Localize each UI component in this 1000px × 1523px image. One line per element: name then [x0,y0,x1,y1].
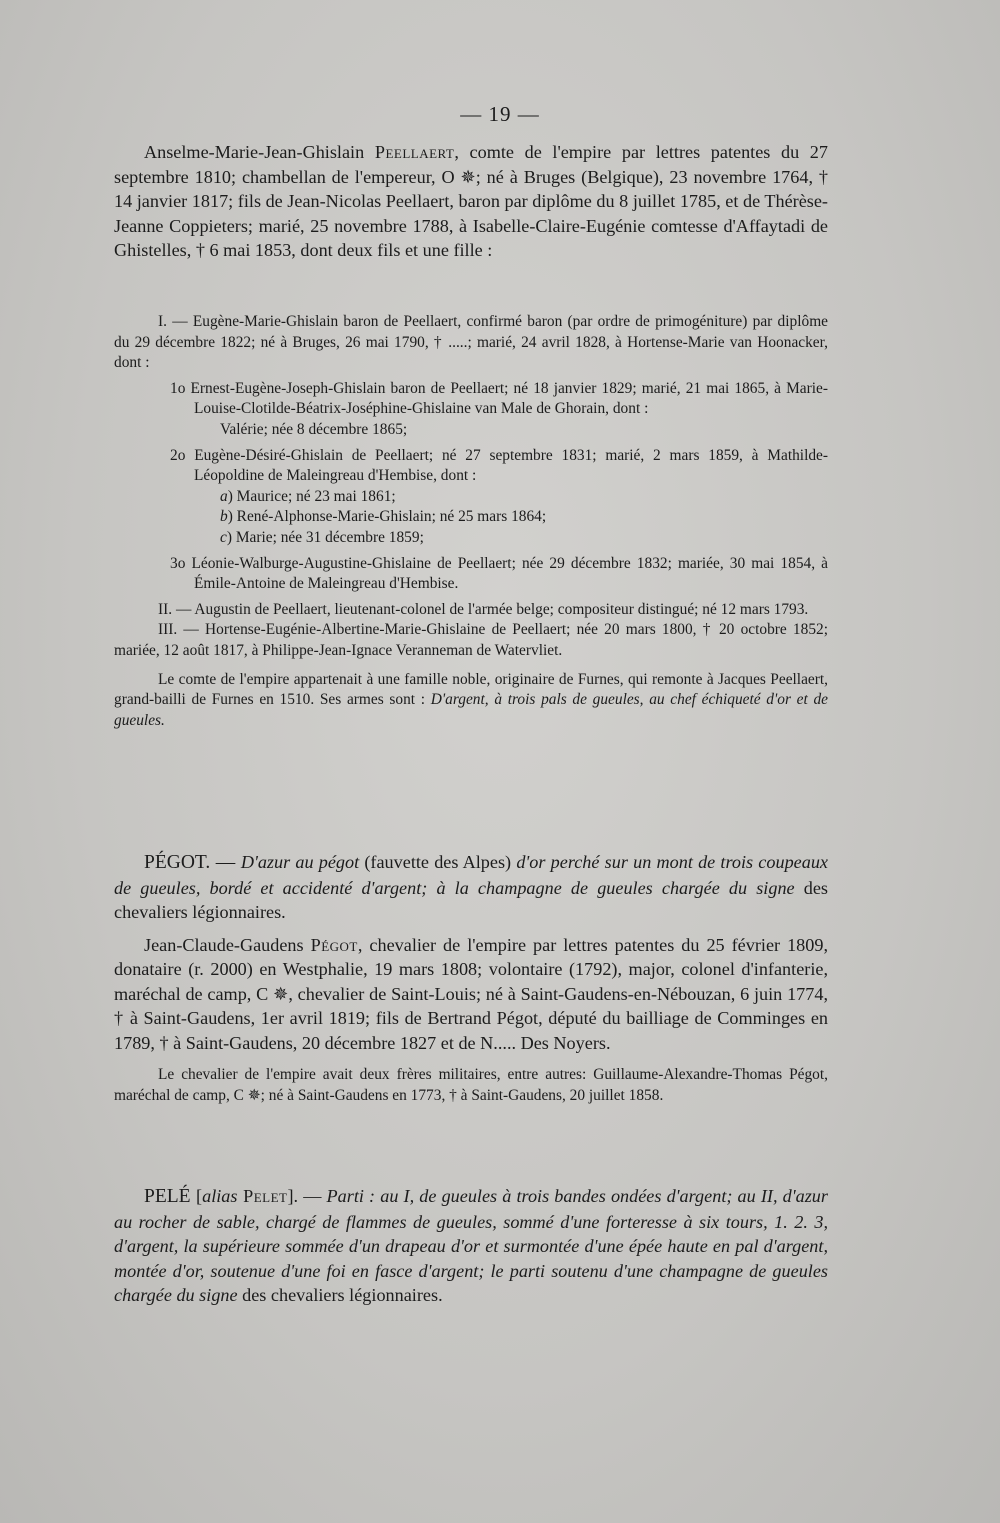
descendant-iii: III. — Hortense-Eugénie-Albertine-Marie-Ghislaine de Peellaert; née 20 mars 1800, † 20 octobre 1852; mariée, 12 août 1817, à Philippe-Jean-Ignace Veranneman de Watervliet. [114,621,828,659]
peellaert-section [114,140,828,263]
peellaert-note: Le comte de l'empire appartenait à une famille noble, originaire de Furnes, qui remonte à Jacques Peellaert, grand-bailli de Furnes en 1510. Ses armes sont : D'argent, à trois pals de gueules, au chef échiqueté d'or et de gueules. [114,670,829,729]
descendant-i-2-a: a) Maurice; né 23 mai 1861; [220,487,396,505]
pegot-arms: PÉGOT. — D'azur au pégot (fauvette des Alpes) d'or perché sur un mont de trois coupeaux de gueules, bordé et accidenté d'argent; à la champagne de gueules chargée du signe des chevaliers légionnaires. [114,852,828,922]
descendant-i-2: 2o Eugène-Désiré-Ghislain de Peellaert; né 27 septembre 1831; marié, 2 mars 1859, à Mathilde-Léopoldine de Maleingreau d'Hembise, dont : [170,446,828,485]
descendant-i-3: 3o Léonie-Walburge-Augustine-Ghislaine de Peellaert; née 29 décembre 1832; mariée, 30 mai 1854, à Émile-Antoine de Maleingreau d'Hembise. [170,554,828,593]
descendant-i-2-c: c) Marie; née 31 décembre 1859; [220,528,424,546]
surname-peellaert: Peellaert [374,142,455,162]
descendant-i-2-b: b) René-Alphonse-Marie-Ghislain; né 25 mars 1864; [220,508,547,526]
descendant-ii: II. — Augustin de Peellaert, lieutenant-colonel de l'armée belge; compositeur distingué; né 12 mars 1793. [158,600,809,618]
pele-section [114,1184,828,1308]
descendant-i: I. — Eugène-Marie-Ghislain baron de Peellaert, confirmé baron (par ordre de primogéniture) par diplôme du 29 décembre 1822; né à Bruges, 26 mai 1790, † .....; marié, 24 avril 1828, à Hortense-Marie van Hoonacker, dont : [114,313,828,372]
descendant-i-1: 1o Ernest-Eugène-Joseph-Ghislain baron de Peellaert; né 18 janvier 1829; marié, 21 mai 1865, à Marie-Louise-Clotilde-Béatrix-Joséphine-Ghislaine van Male de Ghorain, dont : [170,379,828,418]
pegot-main-paragraph: Jean-Claude-Gaudens Pégot, chevalier de l'empire par lettres patentes du 25 février 1809, donataire (r. 2000) en Westphalie, 19 mars 1808; volontaire (1792), major, colonel d'infanterie, maréchal de camp, C ✵, chevalier de Saint-Louis; né à Saint-Gaudens-en-Nébouzan, 6 juin 1774, † à Saint-Gaudens, 1er avril 1819; fils de Bertrand Pégot, député du bailliage de Comminges en 1789, † à Saint-Gaudens, 20 décembre 1827 et de N..... Des Noyers. [114,934,829,1053]
page-number: — 19 — [460,102,540,126]
peellaert-descendants [114,312,828,731]
pegot-section [114,850,828,1106]
pele-heading: PELÉ [144,1186,197,1207]
pegot-note: Le chevalier de l'empire avait deux frères militaires, entre autres: Guillaume-Alexandre-Thomas Pégot, maréchal de camp, C ✵; né à Saint-Gaudens en 1773, † à Saint-Gaudens, 20 juillet 1858. [114,1066,828,1104]
pegot-heading: PÉGOT. — [144,852,241,873]
descendant-i-1-a: Valérie; née 8 décembre 1865; [220,420,408,438]
peellaert-main-paragraph: Anselme-Marie-Jean-Ghislain Peellaert, comte de l'empire par lettres patentes du 27 septembre 1810; chambellan de l'empereur, O ✵; né à Bruges (Belgique), 23 novembre 1764, † 14 janvier 1817; fils de Jean-Nicolas Peellaert, baron par diplôme du 8 juillet 1785, et de Thérèse-Jeanne Coppieters; marié, 25 novembre 1788, à Isabelle-Claire-Eugénie comtesse d'Affaytadi de Ghistelles, † 6 mai 1853, dont deux fils et une fille : [114,142,828,260]
surname-pegot: Pégot [310,934,358,955]
pele-arms: PELÉ [alias Pelet]. — Parti : au I, de gueules à trois bandes ondées d'argent; au II, d'azur au rocher de sable, chargé de flammes de gueules, sommé d'une forteresse à six tours, 1. 2. 3, d'argent, la supérieure sommée d'un drapeau d'or et surmontée d'une épée haute en pal d'argent, montée d'or, soutenue d'une foi en fasce d'argent; le parti soutenu d'une champagne de gueules chargée du signe des chevaliers légionnaires. [114,1186,828,1305]
